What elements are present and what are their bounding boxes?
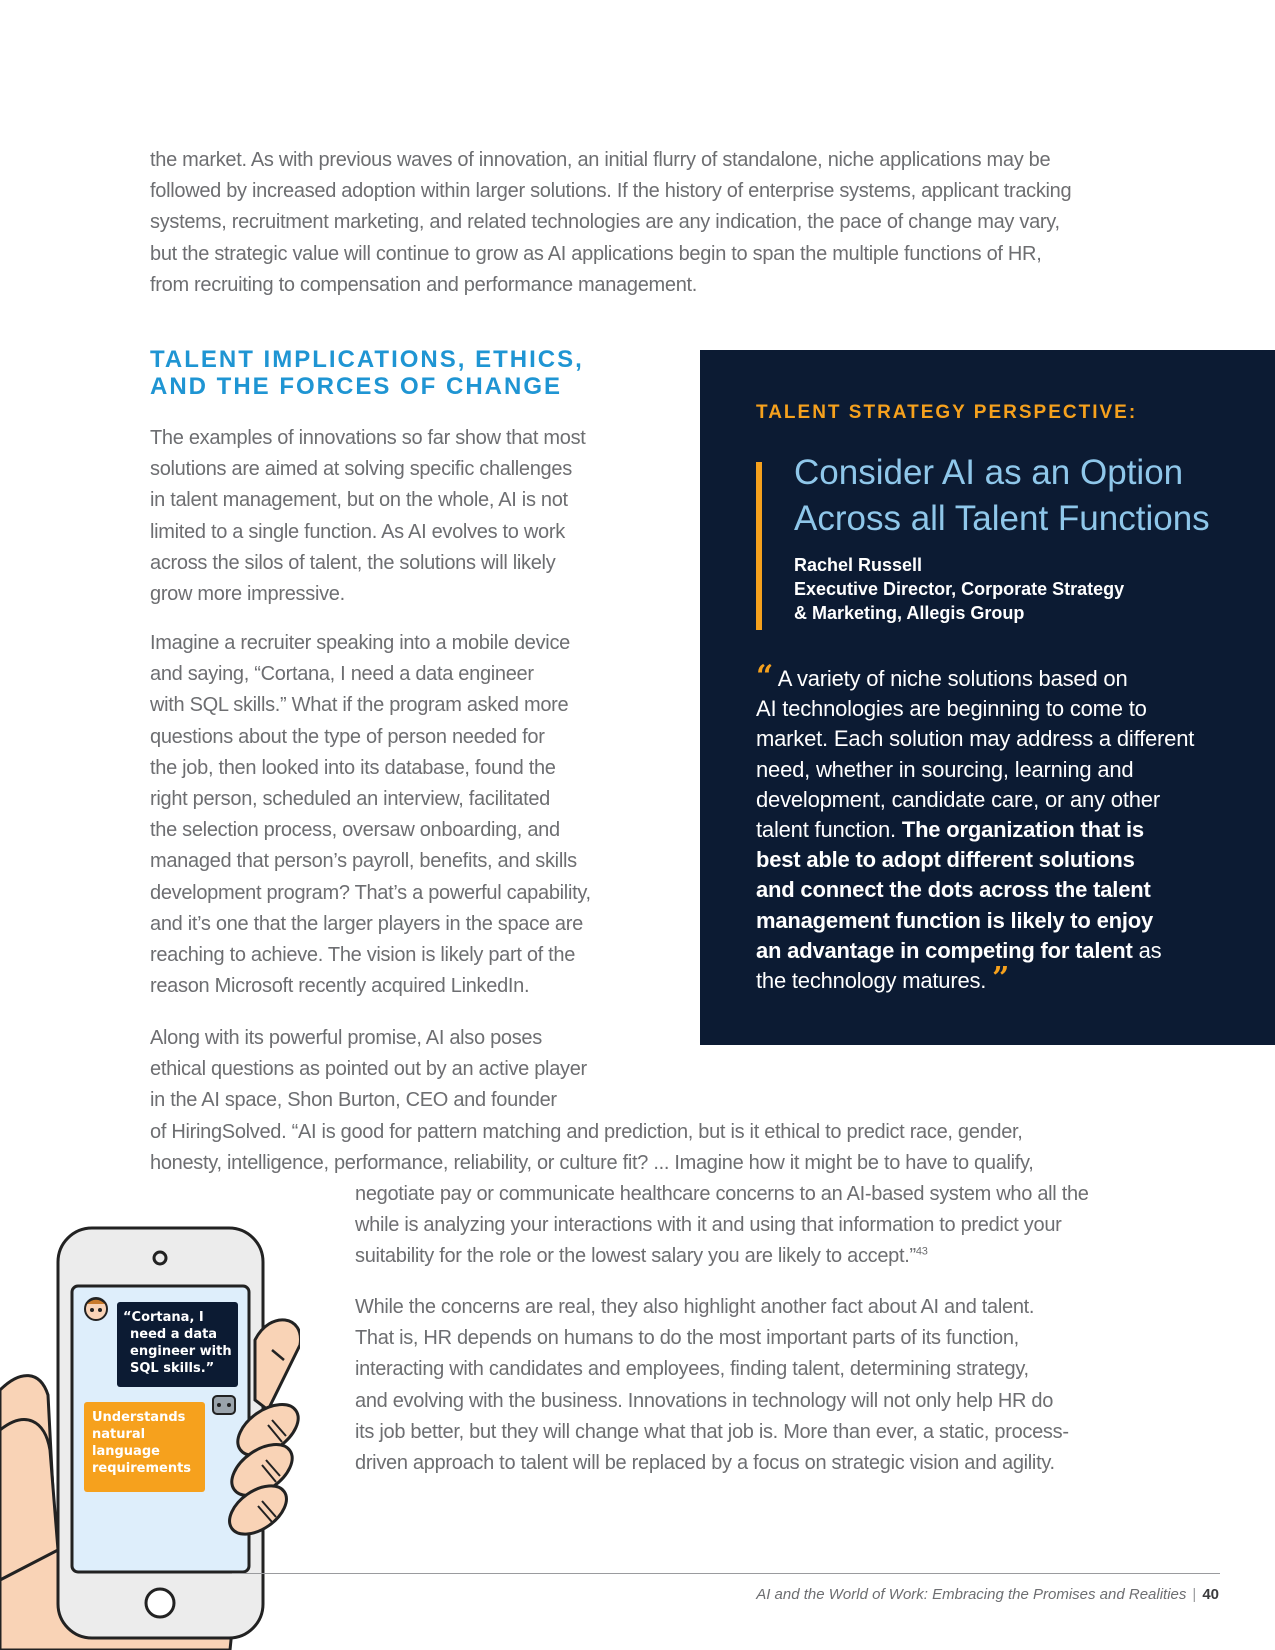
paragraph-recruiter-scenario bbox=[150, 628, 591, 1002]
paragraph-ethics bbox=[150, 1023, 1034, 1179]
quote-line bbox=[756, 936, 1194, 966]
quote-text: as bbox=[1138, 937, 1162, 963]
footer-title: AI and the World of Work: Embracing the Promises and Realities bbox=[756, 1586, 1187, 1603]
sidebar-quote bbox=[756, 659, 1195, 997]
text-line: limited to a single function. As AI evolves to work bbox=[150, 520, 565, 543]
phone-illustration bbox=[0, 1220, 300, 1650]
quote-line bbox=[756, 845, 1194, 875]
text-line: The examples of innovations so far show that most bbox=[150, 427, 586, 449]
heading-line: AND THE FORCES OF CHANGE bbox=[150, 373, 563, 400]
hand-thumb-left bbox=[0, 1420, 58, 1580]
sidebar-title bbox=[794, 450, 1210, 542]
sidebar-label: TALENT STRATEGY PERSPECTIVE: bbox=[756, 402, 1138, 423]
text-line: questions about the type of person needed for bbox=[150, 725, 545, 748]
quote-emphasis: and connect the dots across the talent bbox=[756, 877, 1151, 903]
text-line: reaching to achieve. The vision is likely part of the bbox=[150, 944, 576, 967]
robot-avatar-icon bbox=[213, 1396, 235, 1414]
text-line: in talent management, but on the whole, AI is not bbox=[150, 489, 568, 512]
text-line: but the strategic value will continue to grow as AI applications begin to span the multiple functions of HR, bbox=[150, 242, 1042, 265]
text-line: honesty, intelligence, performance, reliability, or culture fit? ... Imagine how it might be to have to qualify, bbox=[150, 1151, 1034, 1174]
text-line-content: suitability for the role or the lowest salary you are likely to accept.” bbox=[355, 1245, 916, 1268]
author-role: & Marketing, Allegis Group bbox=[794, 603, 1025, 623]
text-line: right person, scheduled an interview, facilitated bbox=[150, 788, 550, 811]
quote-line: need, whether in sourcing, learning and bbox=[756, 756, 1134, 782]
quote-emphasis: The organization that is bbox=[901, 817, 1144, 843]
title-line: Across all Talent Functions bbox=[794, 499, 1210, 538]
hand-thumb bbox=[255, 1320, 300, 1410]
text-line: interacting with candidates and employees, finding talent, determining strategy, bbox=[355, 1358, 1029, 1381]
quote-line: development, candidate care, or any other bbox=[756, 786, 1160, 812]
quote-line bbox=[756, 815, 1194, 845]
sidebar-accent-rule bbox=[756, 462, 762, 630]
text-line: the selection process, oversaw onboarding, and bbox=[150, 819, 560, 842]
perspective-sidebar bbox=[700, 350, 1275, 1045]
text-line: of HiringSolved. “AI is good for pattern matching and prediction, but is it ethical to predict race, gender, bbox=[150, 1120, 1023, 1143]
sidebar-author bbox=[794, 553, 1124, 625]
quote-emphasis: an advantage in competing for talent bbox=[756, 937, 1133, 963]
title-line: Consider AI as an Option bbox=[794, 453, 1184, 492]
open-quote-icon: “ bbox=[756, 659, 774, 694]
response-text-line: Understands natural language requirements bbox=[92, 1410, 192, 1476]
quote-emphasis: management function is likely to enjoy bbox=[756, 907, 1154, 933]
text-line: and saying, “Cortana, I need a data engineer bbox=[150, 663, 534, 686]
text-line: While the concerns are real, they also highlight another fact about AI and talent. bbox=[355, 1296, 1035, 1318]
text-line: from recruiting to compensation and performance management. bbox=[150, 273, 698, 296]
text-line: negotiate pay or communicate healthcare concerns to an AI-based system who all the bbox=[355, 1183, 1089, 1205]
quote-text: A variety of niche solutions based on bbox=[777, 666, 1128, 691]
author-name: Rachel Russell bbox=[794, 555, 923, 575]
text-line: while is analyzing your interactions with it and using that information to predict your bbox=[355, 1214, 1062, 1237]
bubble-text-line: “Cortana, I need a data engineer with SQL skills.” bbox=[123, 1310, 232, 1376]
text-line: the market. As with previous waves of innovation, an initial flurry of standalone, niche applications may be bbox=[150, 149, 1051, 171]
text-line: the job, then looked into its database, found the bbox=[150, 756, 556, 779]
text-line: and it’s one that the larger players in the space are bbox=[150, 912, 583, 935]
quote-line: AI technologies are beginning to come to bbox=[756, 696, 1147, 722]
paragraph-examples bbox=[150, 423, 586, 610]
quote-line bbox=[756, 659, 1194, 694]
text-line: systems, recruitment marketing, and related technologies are any indication, the pace of change may vary, bbox=[150, 211, 1060, 234]
text-line: with SQL skills.” What if the program asked more bbox=[150, 694, 569, 717]
text-line: That is, HR depends on humans to do the most important parts of its function, bbox=[355, 1327, 1019, 1350]
text-line: solutions are aimed at solving specific challenges bbox=[150, 458, 572, 481]
text-line bbox=[355, 1241, 1089, 1272]
paragraph-ethics-continued bbox=[355, 1179, 1089, 1273]
quote-text: talent function. bbox=[756, 817, 896, 843]
intro-paragraph bbox=[150, 145, 1071, 301]
phone-home-button bbox=[146, 1589, 174, 1617]
text-line: development program? That’s a powerful capability, bbox=[150, 881, 591, 904]
text-line: followed by increased adoption within larger solutions. If the history of enterprise systems, applicant tracking bbox=[150, 180, 1072, 203]
quote-line bbox=[756, 875, 1194, 905]
text-line: in the AI space, Shon Burton, CEO and founder bbox=[150, 1089, 557, 1112]
author-role: Executive Director, Corporate Strategy bbox=[794, 579, 1125, 599]
text-line: and evolving with the business. Innovations in technology will not only help HR do bbox=[355, 1389, 1054, 1412]
section-heading bbox=[150, 346, 584, 400]
text-line: grow more impressive. bbox=[150, 583, 345, 606]
footer-separator: | bbox=[1192, 1586, 1197, 1603]
footer-rule bbox=[232, 1573, 1220, 1574]
heading-line: TALENT IMPLICATIONS, ETHICS, bbox=[150, 346, 584, 373]
text-line: ethical questions as pointed out by an active player bbox=[150, 1058, 587, 1081]
text-line: across the silos of talent, the solutions will likely bbox=[150, 551, 556, 574]
quote-text: the technology matures. bbox=[756, 968, 987, 994]
paragraph-concerns bbox=[355, 1292, 1069, 1479]
page-footer bbox=[756, 1586, 1219, 1603]
text-line: managed that person’s payroll, benefits, and skills bbox=[150, 850, 577, 873]
close-quote-icon: ” bbox=[992, 961, 1010, 997]
quote-line: market. Each solution may address a different bbox=[756, 726, 1195, 752]
quote-emphasis: best able to adopt different solutions bbox=[756, 847, 1135, 873]
text-line: driven approach to talent will be replaced by a focus on strategic vision and agility. bbox=[355, 1452, 1055, 1475]
page-number: 40 bbox=[1202, 1586, 1219, 1603]
text-line: reason Microsoft recently acquired LinkedIn. bbox=[150, 975, 530, 998]
footnote-marker[interactable]: 43 bbox=[915, 1245, 928, 1258]
quote-line bbox=[756, 961, 1194, 997]
text-line: its job better, but they will change what that job is. More than ever, a static, process- bbox=[355, 1420, 1069, 1443]
text-line: Imagine a recruiter speaking into a mobile device bbox=[150, 632, 570, 654]
quote-line bbox=[756, 906, 1194, 936]
text-line: Along with its powerful promise, AI also poses bbox=[150, 1027, 542, 1049]
